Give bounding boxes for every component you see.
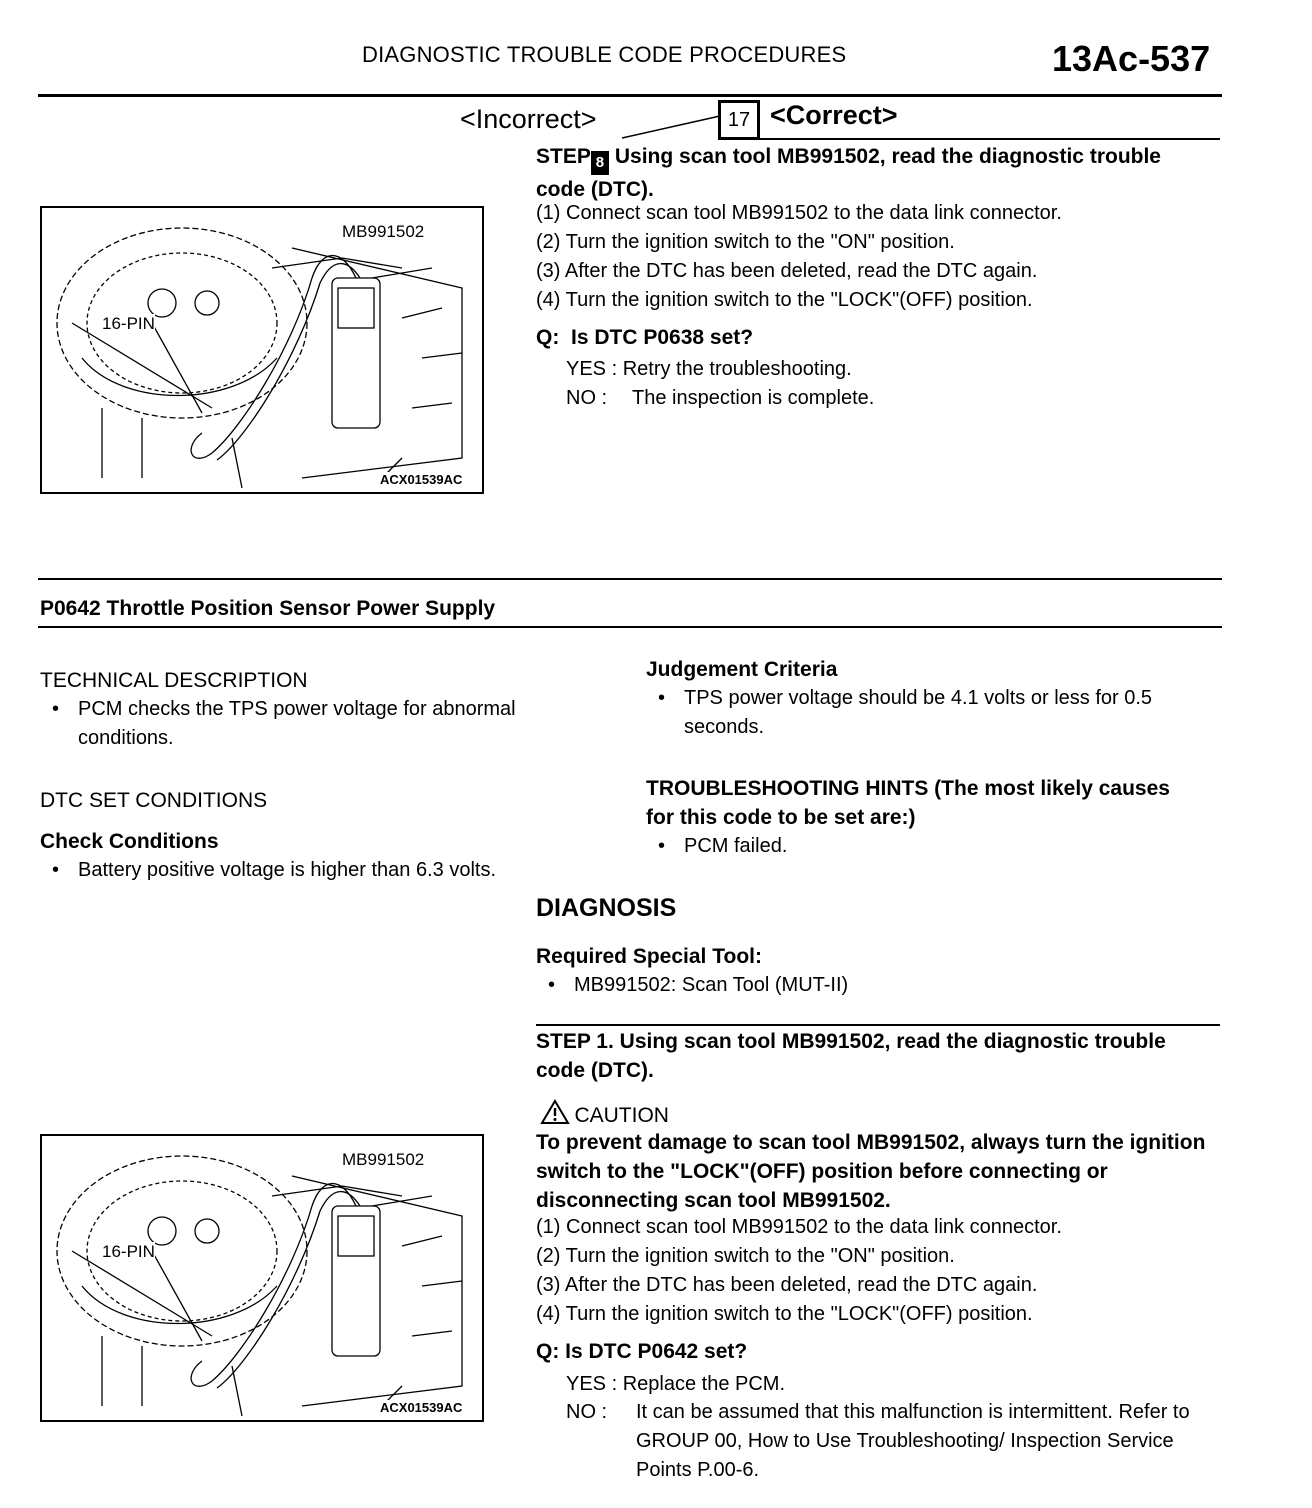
top-step-yes [566,355,852,384]
section-title: P0642 Throttle Position Sensor Power Supply [40,597,496,620]
step1-no [566,1398,1216,1485]
correction-pointer [620,112,730,142]
dashboard-illustration-2 [42,1136,482,1420]
section-rule-top [38,578,1222,580]
tool-label: MB991502 [342,222,425,241]
troubleshooting-hints [646,774,1221,861]
step-mark: 8 [591,151,609,175]
list-item: (4) Turn the ignition switch to the "LOCK"(OFF) position. [536,289,1033,311]
list-item: (1) Connect scan tool MB991502 to the data link connector. [536,202,1062,224]
section-rule-bottom [38,626,1222,628]
no-label: NO : [566,387,608,409]
list-item: (3) After the DTC has been deleted, read the DTC again. [536,260,1038,282]
figure-code: ACX01539AC [380,472,463,487]
list-item: (2) Turn the ignition switch to the "ON" position. [536,231,955,253]
step1-list [536,1213,1062,1329]
hints-bullet: • PCM failed. [646,832,1221,861]
judgement-bullet: • TPS power voltage should be 4.1 volts or less for 0.5 seconds. [646,684,1216,742]
header-rule [38,94,1222,97]
top-step-prefix: STEP [536,145,591,168]
top-step-list [536,199,1062,315]
judgement-criteria [646,655,1221,742]
technical-description [40,666,620,753]
pin-label: 16-PIN [102,314,155,333]
correction-box-number: 17 [718,100,760,140]
check-conditions-bullet: • Battery positive voltage is higher than 6.3 volts. [40,856,620,885]
tool-bullet: • MB991502: Scan Tool (MUT-II) [536,971,1216,1000]
figure-code: ACX01539AC [380,1400,463,1415]
tool-heading: Required Special Tool: [536,945,762,968]
page-number: 13Ac-537 [1052,38,1211,79]
no-text: It can be assumed that this malfunction is intermittent. Refer to GROUP 00, How to Use Troubleshooting/ Inspection Service Points P.00-6. [636,1401,1190,1481]
header-title: DIAGNOSTIC TROUBLE CODE PROCEDURES [362,42,847,67]
pin-label: 16-PIN [102,1242,155,1261]
scan-tool-figure-2 [40,1134,484,1422]
yes-text: Retry the troubleshooting. [622,358,852,380]
caution-block [540,1099,669,1130]
scan-tool-figure-1 [40,206,484,494]
correction-rule [760,138,1220,140]
top-step-text: Using scan tool MB991502, read the diagnostic trouble code (DTC). [536,145,1161,201]
top-step-question: Q: Is DTC P0638 set? [536,326,754,349]
warning-icon [540,1099,570,1130]
list-item: (1) Connect scan tool MB991502 to the data link connector. [536,1216,1062,1238]
dashboard-illustration-1 [42,208,482,492]
caution-label: CAUTION [574,1104,669,1127]
tech-desc-bullet: • PCM checks the TPS power voltage for abnormal conditions. [40,695,610,753]
no-label: NO : [566,1401,608,1423]
tool-label: MB991502 [342,1150,425,1169]
step1-question: Q: Is DTC P0642 set? [536,1340,748,1363]
yes-label: YES : [566,358,618,380]
list-item: (3) After the DTC has been deleted, read the DTC again. [536,1274,1038,1296]
list-item: (4) Turn the ignition switch to the "LOCK"(OFF) position. [536,1303,1033,1325]
dtc-set-heading: DTC SET CONDITIONS [40,789,268,812]
dtc-set-conditions [40,786,620,885]
top-step-title [536,142,1206,204]
no-text: The inspection is complete. [632,387,875,409]
special-tool [536,942,1216,1000]
caution-text: To prevent damage to scan tool MB991502, always turn the ignition switch to the "LOCK"(OFF) position before connecting or disconnecting scan tool MB991502. [536,1131,1206,1212]
yes-label: YES : [566,1373,618,1395]
top-step-no [566,384,874,413]
tech-desc-heading: TECHNICAL DESCRIPTION [40,669,308,692]
check-conditions-heading: Check Conditions [40,830,219,853]
step1-yes [566,1370,785,1399]
yes-text: Replace the PCM. [622,1373,785,1395]
hints-heading: TROUBLESHOOTING HINTS (The most likely causes for this code to be set are:) [646,777,1170,829]
list-item: (2) Turn the ignition switch to the "ON" position. [536,1245,955,1267]
step1-title: STEP 1. Using scan tool MB991502, read the diagnostic trouble code (DTC). [536,1030,1166,1082]
diagnosis-heading: DIAGNOSIS [536,894,677,922]
correct-label: <Correct> [770,100,898,130]
incorrect-label: <Incorrect> [460,104,597,134]
judgement-heading: Judgement Criteria [646,658,838,681]
step1-rule [536,1024,1220,1026]
